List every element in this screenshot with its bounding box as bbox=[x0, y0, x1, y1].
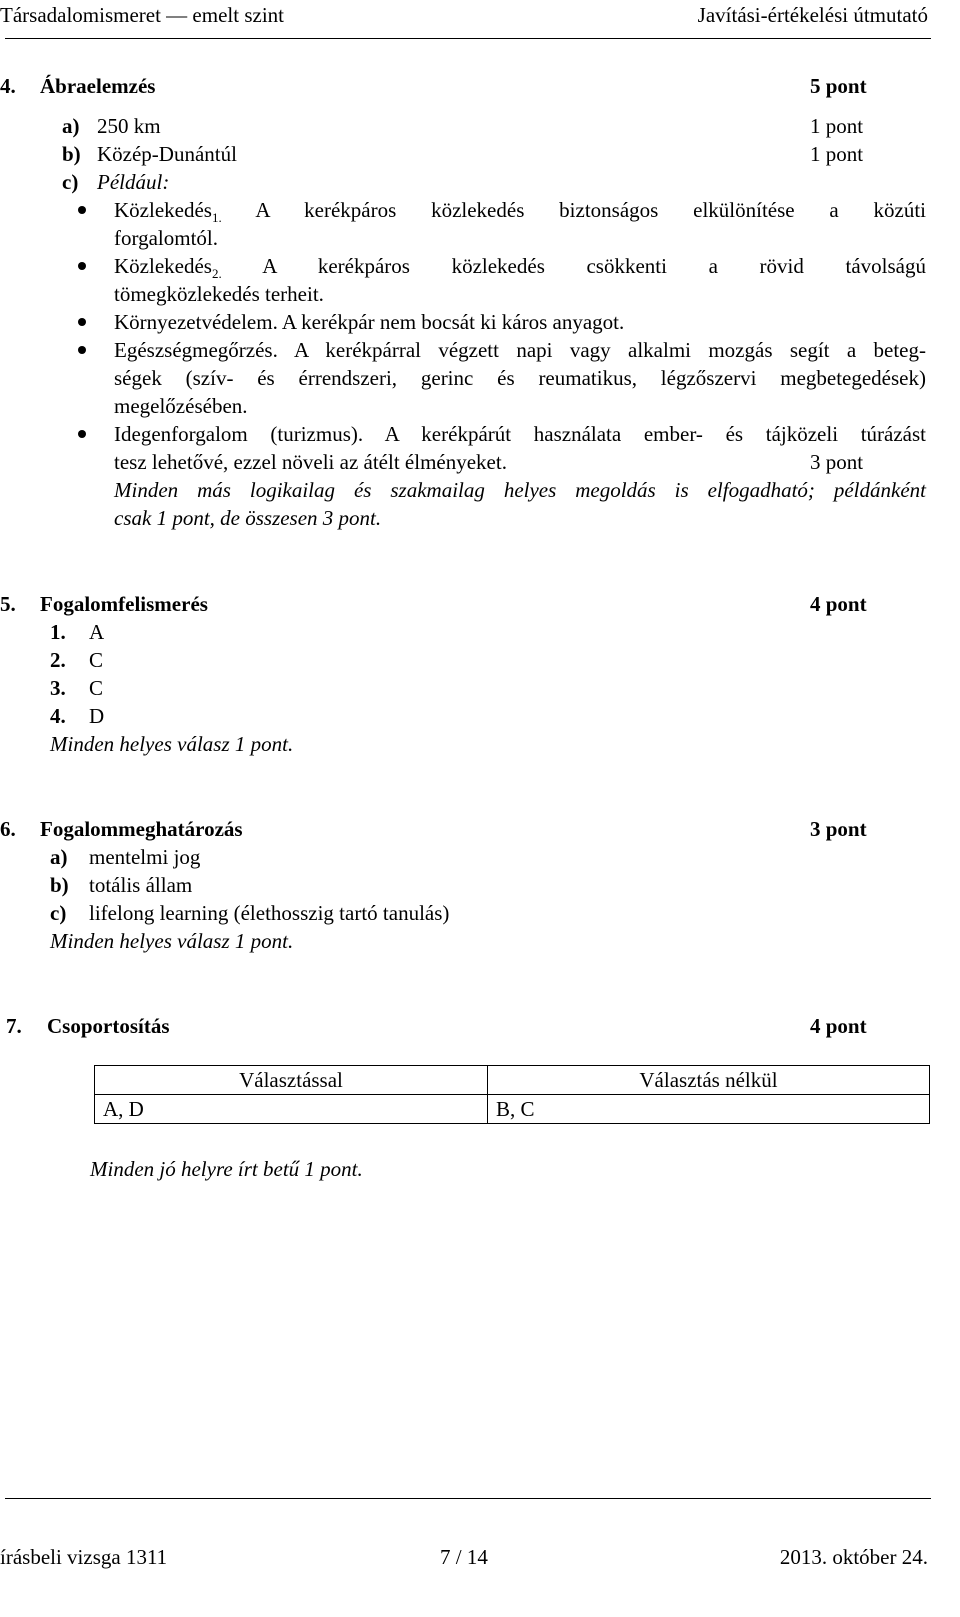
footer-rule bbox=[5, 1498, 931, 1499]
answer-value: D bbox=[89, 704, 105, 728]
bullet-icon bbox=[78, 346, 86, 354]
item-intro: Például: bbox=[97, 170, 170, 194]
scoring-note: Minden helyes válasz 1 pont. bbox=[50, 732, 294, 756]
section-5-number: 5. bbox=[0, 592, 16, 616]
section-5-points: 4 pont bbox=[810, 592, 867, 616]
item-label: c) bbox=[62, 170, 79, 194]
scoring-note: Minden helyes válasz 1 pont. bbox=[50, 929, 294, 953]
scoring-note-cont: csak 1 pont, de összesen 3 pont. bbox=[114, 506, 382, 530]
item-label: b) bbox=[62, 142, 81, 166]
bullet-icon bbox=[78, 206, 86, 214]
section-6-title: Fogalommeghatározás bbox=[40, 817, 243, 841]
bullet-text: Környezetvédelem. A kerékpár nem bocsát ki káros anyagot. bbox=[114, 310, 625, 334]
answer-number: 3. bbox=[50, 676, 66, 700]
answer-value: A bbox=[89, 620, 105, 644]
section-5-title: Fogalomfelismerés bbox=[40, 592, 208, 616]
bullet-icon bbox=[78, 318, 86, 326]
section-4-number: 4. bbox=[0, 74, 16, 98]
grouping-table bbox=[94, 1065, 930, 1124]
table-row bbox=[95, 1095, 930, 1124]
item-answer: totális állam bbox=[89, 873, 193, 897]
table-header-row bbox=[95, 1066, 930, 1095]
footer-date: 2013. október 24. bbox=[779, 1545, 928, 1569]
section-6-number: 6. bbox=[0, 817, 16, 841]
answer-number: 1. bbox=[50, 620, 66, 644]
scoring-note: Minden jó helyre írt betű 1 pont. bbox=[90, 1157, 363, 1181]
table-cell: A, D bbox=[95, 1095, 488, 1124]
scoring-note: Minden más logikailag és szakmailag helyes megoldás is elfogadható; példánként bbox=[114, 478, 926, 502]
item-points: 3 pont bbox=[810, 450, 864, 474]
bullet-text: Egészségmegőrzés. A kerékpárral végzett napi vagy alkalmi mozgás segít a beteg- bbox=[114, 338, 926, 362]
header-rule bbox=[5, 38, 931, 39]
bullet-text-cont: ségek (szív- és érrendszeri, gerinc és reumatikus, légzőszervi megbetegedések) bbox=[114, 366, 926, 390]
item-label: a) bbox=[50, 845, 68, 869]
section-6-points: 3 pont bbox=[810, 817, 867, 841]
header-left: Társadalomismeret — emelt szint bbox=[0, 3, 284, 27]
bullet-text-cont: tömegközlekedés terheit. bbox=[114, 282, 324, 306]
bullet-text-cont: forgalomtól. bbox=[114, 226, 219, 250]
bullet-text: Idegenforgalom (turizmus). A kerékpárút használata ember- és tájközeli túrázást bbox=[114, 422, 926, 446]
section-7-points: 4 pont bbox=[810, 1014, 867, 1038]
table-cell: B, C bbox=[488, 1095, 930, 1124]
footer-left: írásbeli vizsga 1311 bbox=[0, 1545, 168, 1569]
section-7-number: 7. bbox=[6, 1014, 22, 1038]
bullet-text: Közlekedés$_{2.}$ A kerékpáros közlekedés csökkenti a rövid távolságú bbox=[114, 254, 926, 282]
item-label: a) bbox=[62, 114, 80, 138]
answer-number: 4. bbox=[50, 704, 66, 728]
item-answer: mentelmi jog bbox=[89, 845, 201, 869]
footer-page-number: 7 / 14 bbox=[440, 1545, 488, 1569]
item-label: b) bbox=[50, 873, 69, 897]
item-label: c) bbox=[50, 901, 67, 925]
header-right: Javítási-értékelési útmutató bbox=[697, 3, 928, 27]
section-4-title: Ábraelemzés bbox=[40, 74, 156, 98]
table-header-cell: Választás nélkül bbox=[488, 1066, 930, 1095]
answer-number: 2. bbox=[50, 648, 66, 672]
answer-value: C bbox=[89, 676, 104, 700]
item-points: 1 pont bbox=[810, 142, 864, 166]
bullet-text-cont: tesz lehetővé, ezzel növeli az átélt élményeket. bbox=[114, 450, 507, 474]
section-4-points: 5 pont bbox=[810, 74, 867, 98]
bullet-text: Közlekedés$_{1.}$ A kerékpáros közlekedés biztonságos elkülönítése a közúti bbox=[114, 198, 926, 226]
item-answer: 250 km bbox=[97, 114, 161, 138]
item-points: 1 pont bbox=[810, 114, 864, 138]
bullet-icon bbox=[78, 262, 86, 270]
bullet-icon bbox=[78, 430, 86, 438]
table-header-cell: Választással bbox=[95, 1066, 488, 1095]
item-answer: lifelong learning (élethosszig tartó tanulás) bbox=[89, 901, 450, 925]
bullet-text-cont: megelőzésében. bbox=[114, 394, 248, 418]
section-7-title: Csoportosítás bbox=[47, 1014, 170, 1038]
answer-value: C bbox=[89, 648, 104, 672]
item-answer: Közép-Dunántúl bbox=[97, 142, 237, 166]
